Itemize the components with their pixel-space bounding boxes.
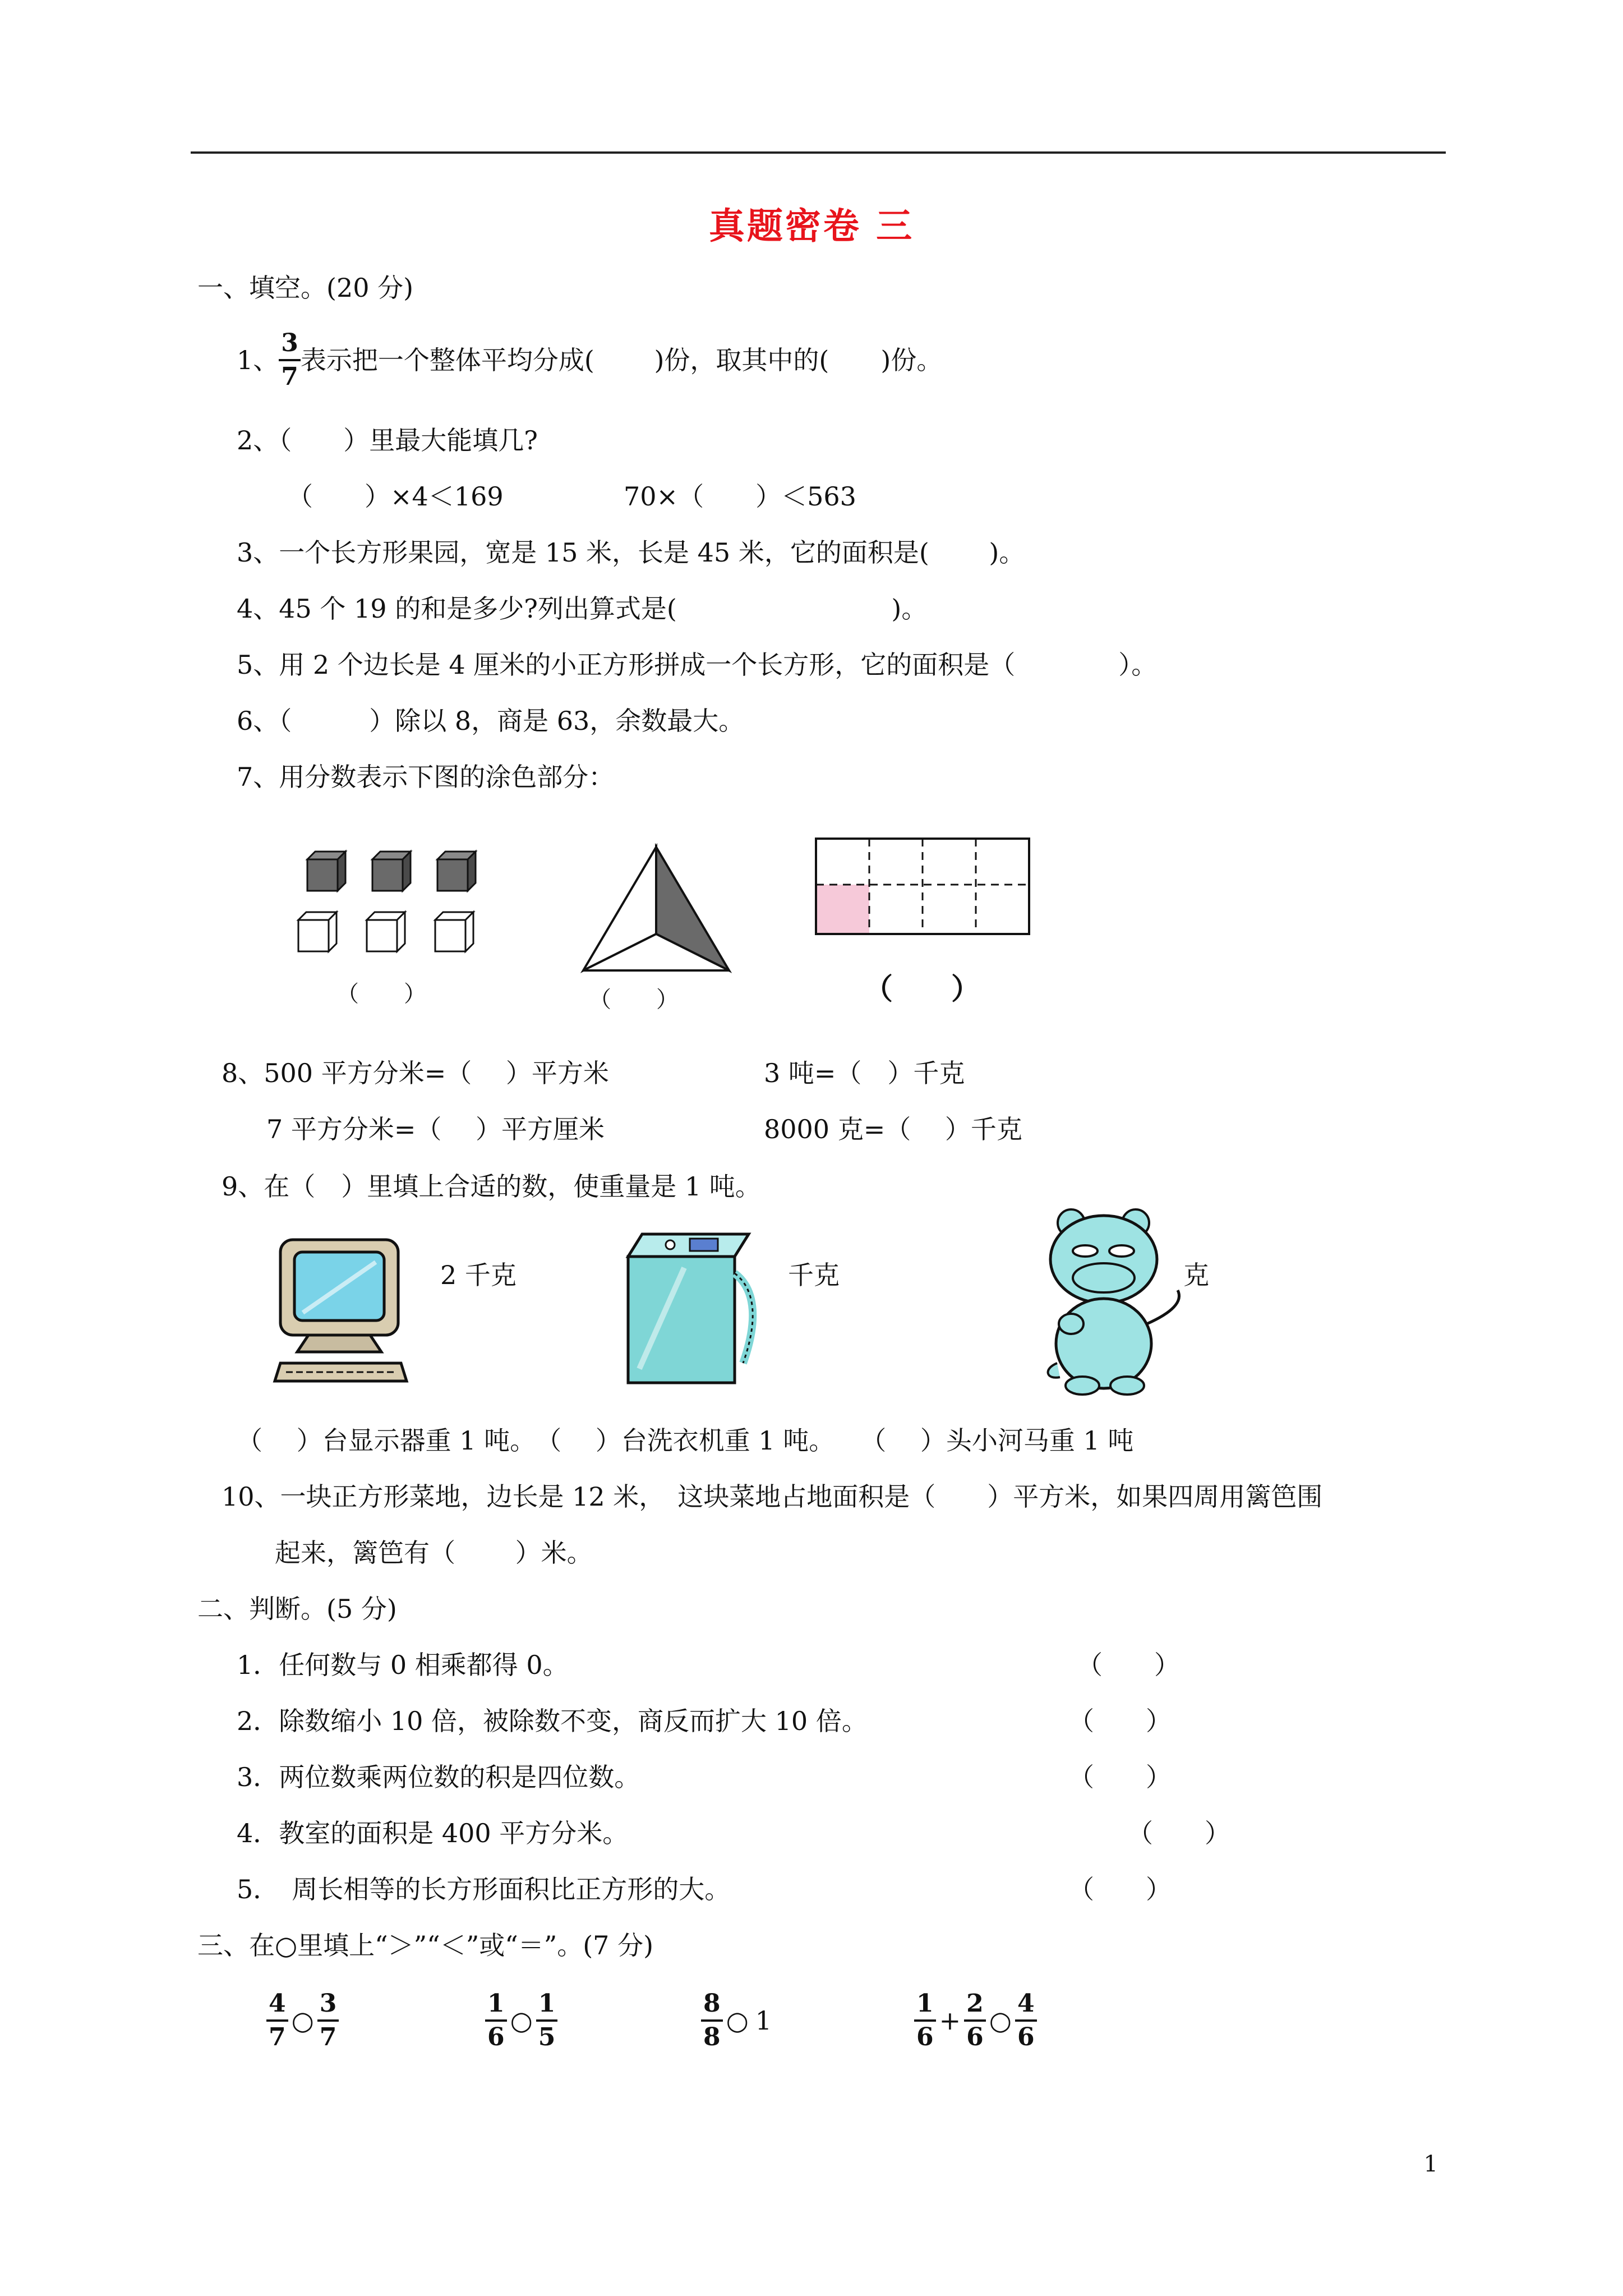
q1-text: 表示把一个整体平均分成( )份，取其中的( )份。 [300, 345, 943, 375]
computer-monitor-icon [269, 1234, 409, 1391]
page-title: 真题密卷 三 [708, 205, 915, 247]
compare-4-b: $\frac{2}{6}$ [964, 1991, 986, 2050]
judge-paren-5: （ ） [1068, 1874, 1172, 1904]
judge-paren-4: （ ） [1127, 1818, 1230, 1848]
white-cube-2 [367, 912, 405, 951]
q8-b: 3 吨=（ ）千克 [764, 1058, 965, 1088]
q2-b: 70×（ ）＜563 [624, 481, 856, 512]
compare-4-c: $\frac{4}{6}$ [1015, 1991, 1037, 2050]
q7-text: 7、用分数表示下图的涂色部分： [237, 762, 615, 792]
q1-frac-num: 3 [279, 331, 301, 361]
section2-heading: 二、判断。(5 分) [197, 1594, 397, 1624]
compare-circle-2[interactable]: ○ [510, 2005, 533, 2036]
white-cube-1 [298, 912, 336, 951]
q3: 3、一个长方形果园，宽是 15 米，长是 45 米，它的面积是( )。 [237, 537, 1025, 568]
q8-d: 8000 克=（ ）千克 [764, 1114, 1022, 1144]
compare-1-right: $\frac{3}{7}$ [317, 1991, 339, 2050]
section1-heading: 一、填空。(20 分) [197, 273, 414, 303]
judge-paren-3: （ ） [1068, 1762, 1172, 1792]
compare-1-left: $\frac{4}{7}$ [266, 1991, 288, 2050]
pink-cell [816, 885, 869, 934]
triangle-figure [578, 841, 735, 976]
section3-heading: 三、在○里填上“＞”“＜”或“＝”。(7 分) [197, 1930, 654, 1961]
q1-fraction [279, 331, 301, 389]
q1 [237, 331, 942, 389]
compare-3-right: 1 [755, 2005, 772, 2036]
cubes-figure [292, 841, 494, 965]
compare-3-left: $\frac{8}{8}$ [701, 1991, 723, 2050]
q4: 4、45 个 19 的和是多少?列出算式是( )。 [237, 593, 928, 624]
rectangle-grid-figure [813, 836, 1038, 948]
judge-item-4: 4．教室的面积是 400 平方分米。 [237, 1818, 629, 1848]
q9-answers: （ ）台显示器重 1 吨。 （ ）台洗衣机重 1 吨。 （ ）头小河马重 1 吨 [237, 1425, 1134, 1456]
q7-blank-1: （ ） [336, 981, 426, 1007]
q8-c: 7 平方分米=（ ）平方厘米 [266, 1114, 605, 1144]
judge-item-5: 5． 周长相等的长方形面积比正方形的大。 [237, 1874, 731, 1904]
compare-1 [266, 1991, 339, 2050]
judge-item-2: 2．除数缩小 10 倍，被除数不变，商反而扩大 10 倍。 [237, 1706, 868, 1736]
q10-line1: 10、一块正方形菜地，边长是 12 米， 这块菜地占地面积是（ ）平方米，如果四周用篱笆围 [222, 1481, 1323, 1512]
computer-unit: 2 千克 [440, 1260, 517, 1290]
shaded-cube-1 [307, 852, 345, 891]
q8-a: 8、500 平方分米=（ ）平方米 [222, 1058, 609, 1088]
q1-number: 1、 [237, 345, 279, 375]
compare-circle-3[interactable]: ○ [726, 2005, 749, 2036]
q5: 5、用 2 个边长是 4 厘米的小正方形拼成一个长方形，它的面积是（ ）。 [237, 650, 1158, 680]
judge-item-1: 1．任何数与 0 相乘都得 0。 [237, 1650, 569, 1680]
q7-blank-2: （ ） [589, 987, 679, 1013]
compare-4 [914, 1991, 1037, 2050]
compare-2-right: $\frac{1}{5}$ [536, 1991, 558, 2050]
judge-paren-1: （ ） [1077, 1650, 1180, 1680]
washer-unit: 千克 [788, 1260, 840, 1290]
washing-machine-icon [617, 1223, 768, 1391]
white-cube-3 [435, 912, 473, 951]
plus-sign: + [939, 2005, 961, 2036]
compare-2 [485, 1991, 557, 2050]
compare-3 [701, 1991, 775, 2050]
compare-4-a: $\frac{1}{6}$ [914, 1991, 936, 2050]
page-number: 1 [1423, 2151, 1438, 2177]
shaded-cube-2 [372, 852, 411, 891]
q10-line2: 起来，篱笆有（ ）米。 [275, 1538, 593, 1568]
judge-paren-2: （ ） [1068, 1706, 1172, 1736]
q2-a: （ ）×4＜169 [287, 481, 504, 512]
hippo-unit: 克 [1183, 1260, 1209, 1290]
q1-frac-den: 7 [281, 362, 298, 391]
shaded-cube-3 [437, 852, 476, 891]
q6: 6、（ ）除以 8，商是 63，余数最大。 [237, 706, 745, 736]
compare-circle-1[interactable]: ○ [291, 2005, 314, 2036]
judge-item-3: 3．两位数乘两位数的积是四位数。 [237, 1762, 640, 1792]
q2-text: 2、（ ）里最大能填几? [237, 425, 538, 455]
top-rule [191, 151, 1446, 154]
compare-circle-4[interactable]: ○ [989, 2005, 1012, 2036]
q7-blank-3: （ ） [864, 972, 981, 1006]
q9-text: 9、在（ ）里填上合适的数，使重量是 1 吨。 [222, 1171, 761, 1202]
compare-2-left: $\frac{1}{6}$ [485, 1991, 507, 2050]
hippo-icon [1038, 1200, 1200, 1402]
